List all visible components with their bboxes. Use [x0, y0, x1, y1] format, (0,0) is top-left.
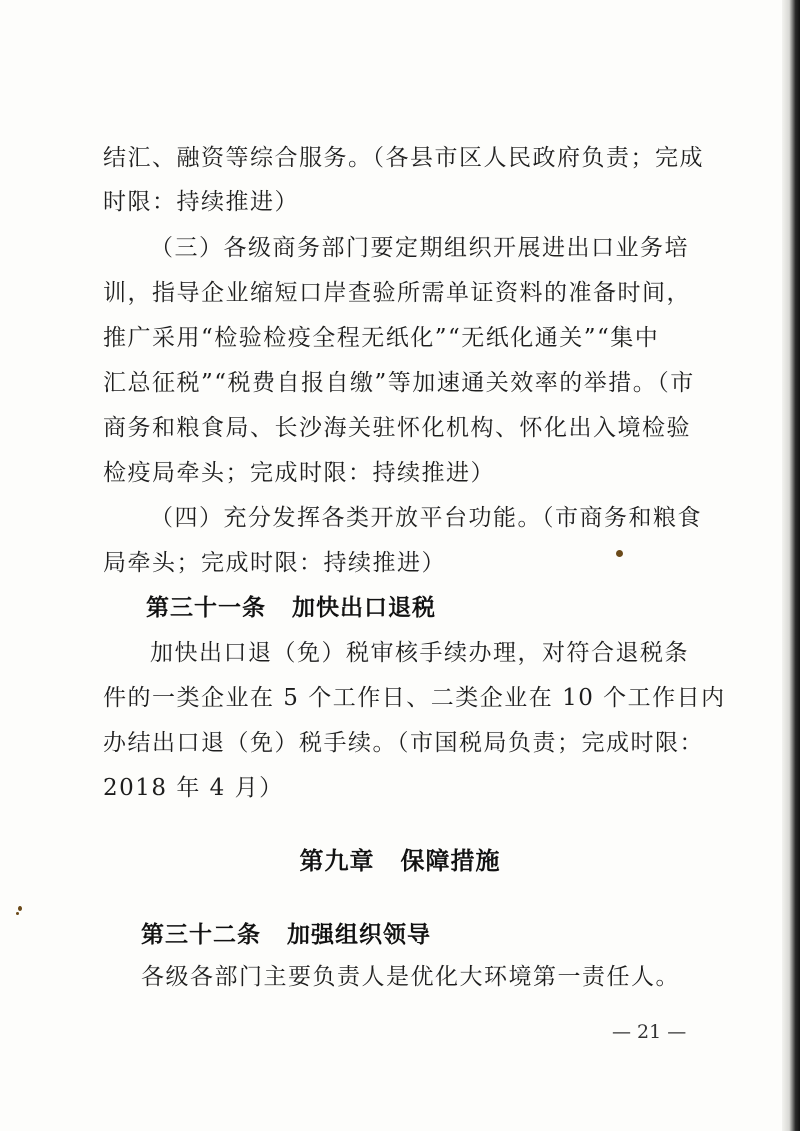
chapter-number: 第九章: [299, 847, 375, 875]
scan-speck: [18, 906, 22, 911]
chapter-title: 保障措施: [400, 847, 501, 875]
body-text-line: （四）充分发挥各类开放平台功能。（市商务和粮食: [150, 505, 702, 531]
article-32-heading: [141, 920, 431, 950]
body-text-line: 2018 年 4 月）: [103, 775, 284, 801]
body-text-line: 检疫局牵头；完成时限：持续推进）: [103, 460, 495, 486]
body-text-line: 训，指导企业缩短口岸查验所需单证资料的准备时间，: [103, 280, 691, 306]
body-text-line: 局牵头；完成时限：持续推进）: [103, 550, 446, 576]
body-text-line: 汇总征税”“税费自报自缴”等加速通关效率的举措。（市: [103, 370, 695, 396]
body-text-line: 结汇、融资等综合服务。（各县市区人民政府负责；完成: [103, 145, 704, 171]
scan-page-edge: [782, 0, 800, 1131]
article-number: 第三十一条: [146, 595, 266, 621]
body-text-line: 时限：持续推进）: [103, 189, 299, 215]
scan-speck: [16, 912, 19, 915]
body-text-line: 件的一类企业在 5 个工作日、二类企业在 10 个工作日内: [103, 685, 726, 711]
article-31-heading: [146, 593, 436, 623]
body-text-line: 推广采用“检验检疫全程无纸化”“无纸化通关”“集中: [103, 325, 660, 351]
body-text-line: 办结出口退（免）税手续。（市国税局负责；完成时限：: [103, 730, 704, 756]
body-text-line: （三）各级商务部门要定期组织开展进出口业务培: [150, 235, 689, 261]
page-number: — 21 —: [612, 1021, 687, 1043]
body-text-line: 加快出口退（免）税审核手续办理，对符合退税条: [150, 640, 689, 666]
scan-speck: [616, 550, 623, 557]
body-text-line: 各级各部门主要负责人是优化大环境第一责任人。: [141, 964, 680, 990]
article-title: 加强组织领导: [287, 922, 431, 948]
chapter-heading: [0, 845, 800, 877]
article-title: 加快出口退税: [292, 595, 436, 621]
body-text-line: 商务和粮食局、长沙海关驻怀化机构、怀化出入境检验: [103, 415, 691, 441]
article-number: 第三十二条: [141, 922, 261, 948]
